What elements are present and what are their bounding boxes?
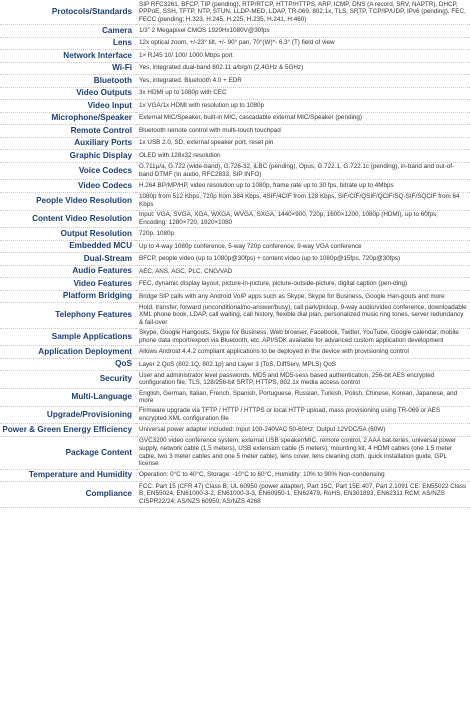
spec-value: External MIC/Speaker, built-in MIC, cascadable external MIC/Speaker (pending): [136, 112, 470, 125]
spec-value: Input: VGA, SVGA, XGA, WXGA, WVGA, SXGA, 1440×900, 720p, 1600×1200, 1080p (HDMI), up to 60fps; Encoding: 1280×720, 1920×1080: [136, 210, 470, 228]
spec-value: 3x HDMI up to 1080p with CEC: [136, 87, 470, 100]
spec-value: 1080p from 512 Kbps, 720p from 384 Kbps, 4SIF/4CIF from 128 Kbps, SIF/CIF/QSIF/QCIF/SQ-SIF/SQCIF from 64 Kbps: [136, 192, 470, 210]
spec-row: [0, 192, 470, 210]
spec-value: GVC3200 video conference system, external USB speaker/MIC, remote control, 2 AAA bat-teries, universal power supply, network cable (1.5 meters), USB extension cable (5 meters), mounting kit, 4 HDMI cables (one 1.5 meter cable, two 3 meter cables and one 5 meter cable), lens cover, lens cleaning cloth, quick installation guide, GPL license: [136, 436, 470, 469]
spec-row: [0, 424, 470, 437]
spec-row: [0, 290, 470, 303]
spec-row: [0, 278, 470, 291]
spec-row: [0, 50, 470, 63]
spec-label: Camera: [0, 25, 136, 38]
spec-label: Application Deployment: [0, 346, 136, 359]
spec-row: [0, 406, 470, 424]
spec-row: [0, 137, 470, 150]
spec-row: [0, 37, 470, 50]
spec-label: Video Features: [0, 278, 136, 291]
spec-value: H.264 BP/MP/HP, video resolution up to 1080p, frame rate up to 30 fps, bitrate up to 4Mbps: [136, 180, 470, 193]
spec-value: SIP RFC3261, BFCP, TIP (pending), RTP/RTCP, HTTP/HTTPS, ARP, ICMP, DNS (A record, SRV, NAPTR), DHCP, PPPoE, SSH, TFTP, NTP, STUN, LLDP-MED, LDAP, TR-069, 802.1x, TLS, SRTP, TCP/IP/UDP, IPv6 (pending), FEC, FECC (pending; H.323, H.245, H.225, H.235, H.241, H.460): [136, 0, 470, 25]
spec-label: Security: [0, 371, 136, 389]
spec-row: [0, 25, 470, 38]
spec-label: Telephony Features: [0, 303, 136, 328]
spec-row: [0, 389, 470, 407]
spec-label: People Video Resolution: [0, 192, 136, 210]
spec-value: 1× RJ45 10/ 100/ 1000 Mbps port: [136, 50, 470, 63]
spec-label: Content Video Resolution: [0, 210, 136, 228]
spec-label: Voice Codecs: [0, 162, 136, 180]
spec-row: [0, 210, 470, 228]
spec-value: Firmware upgrade via TFTP / HTTP / HTTPS or local HTTP upload, mass provisioning using TR-069 or AES encrypted XML configuration file: [136, 406, 470, 424]
spec-value: FEC, dynamic display layout, picture-in-picture, picture-outside-picture, digital caption (pen-ding): [136, 278, 470, 291]
spec-row: [0, 482, 470, 507]
spec-label: Lens: [0, 37, 136, 50]
spec-row: [0, 125, 470, 138]
spec-value: Bluetooth remote control with multi-touch touchpad: [136, 125, 470, 138]
spec-row: [0, 0, 470, 25]
spec-label: Protocols/Standards: [0, 0, 136, 25]
spec-value: Bridge SIP calls with any Android VoIP apps such as Skype, Skype for Business, Google Han-gouts and more: [136, 290, 470, 303]
spec-row: [0, 100, 470, 113]
spec-label: Video Codecs: [0, 180, 136, 193]
spec-label: Output Resolution: [0, 228, 136, 241]
spec-value: Yes, integrated dual-band 802.11 a/b/g/n (2.4GHz & 5GHz): [136, 62, 470, 75]
spec-value: English, German, Italian, French, Spanish, Portuguese, Russian, Turkish, Polish, Chinese, Korean, Japanese, and more: [136, 389, 470, 407]
spec-row: [0, 112, 470, 125]
spec-label: QoS: [0, 358, 136, 371]
spec-row: [0, 62, 470, 75]
spec-label: Auxiliary Ports: [0, 137, 136, 150]
spec-value: Layer 2 QoS (802.1Q, 802.1p) and Layer 3 (ToS, DiffServ, MPLS) QoS: [136, 358, 470, 371]
spec-label: Bluetooth: [0, 75, 136, 88]
spec-label: Video Input: [0, 100, 136, 113]
spec-label: Graphic Display: [0, 150, 136, 163]
spec-row: [0, 346, 470, 359]
spec-label: Compliance: [0, 482, 136, 507]
spec-value: 720p, 1080p: [136, 228, 470, 241]
spec-row: [0, 436, 470, 469]
spec-row: [0, 87, 470, 100]
spec-value: 1/3” 2 Megapixel CMOS 1920Hx1080V@30fps: [136, 25, 470, 38]
spec-value: 1x VGA/1x HDMI with resolution up to 1080p: [136, 100, 470, 113]
spec-row: [0, 228, 470, 241]
spec-value: 12x optical zoom, +/-23° tilt, +/- 90° pan, 70°(W)*- 6.3° (T) field of view: [136, 37, 470, 50]
spec-label: Remote Control: [0, 125, 136, 138]
spec-label: Wi-Fi: [0, 62, 136, 75]
spec-label: Upgrade/Provisioning: [0, 406, 136, 424]
spec-value: Yes, integrated. Bluetooth 4.0 + EDR: [136, 75, 470, 88]
spec-label: Power & Green Energy Efficiency: [0, 424, 136, 437]
spec-label: Multi-Language: [0, 389, 136, 407]
spec-value: OLED with 128x32 resolution: [136, 150, 470, 163]
spec-row: [0, 303, 470, 328]
spec-label: Sample Applications: [0, 328, 136, 346]
spec-value: FCC: Part 15 (CFR 47) Class B; UL 60950 (power adapter), Part 15C, Part 15E.407, Part 2.1091 CE: EN55022 Class B, EN55024, EN61000-3-2, EN61000-3-3, EN60950-1, EN62479, RoHS, EN301893, EN62311 RCM: AS/NZS CISPR22/24; AS/NZS 60950; AS/NZS 4268: [136, 482, 470, 507]
spec-value: Hold, transfer, forward (unconditional/no-answer/busy), call park/pickup, 9-way audio/video conference, downloadable XML phone book, LDAP, call waiting, call history, flexible dial plan, personalized music ring tones, server redundancy & fail-over: [136, 303, 470, 328]
spec-label: Dual-Stream: [0, 253, 136, 266]
spec-label: Embedded MCU: [0, 240, 136, 253]
spec-row: [0, 253, 470, 266]
spec-row: [0, 371, 470, 389]
spec-row: [0, 75, 470, 88]
spec-label: Network Interface: [0, 50, 136, 63]
spec-value: User and administrator level passwords, MD5 and MD5-sess based authentication, 256-bit AES encrypted configuration file, TLS, 128/256-bit SRTP, HTTPS, 802.1x media access control: [136, 371, 470, 389]
spec-value: 1x USB 2.0, SD, external speaker port, reset pin: [136, 137, 470, 150]
spec-row: [0, 469, 470, 482]
spec-value: AEC, ANS, AGC, PLC, CNG/VAD: [136, 265, 470, 278]
spec-label: Temperature and Humidity: [0, 469, 136, 482]
spec-row: [0, 328, 470, 346]
spec-label: Platform Bridging: [0, 290, 136, 303]
spec-row: [0, 180, 470, 193]
spec-row: [0, 265, 470, 278]
spec-value: Skype, Google Hangouts, Skype for Business, Web browser, Facebook, Twitter, YouTube, Google calendar, mobile phone data import/export via Bluetooth, etc. API/SDK available for advanced custom application development: [136, 328, 470, 346]
spec-value: Universal power adapter included: Input 100-240VAC 50-60Hz; Output 12VDC/5A (60W): [136, 424, 470, 437]
spec-label: Microphone/Speaker: [0, 112, 136, 125]
spec-row: [0, 150, 470, 163]
spec-row: [0, 358, 470, 371]
spec-value: Up to 4-way 1080p conference, 5-way 720p conference, 9-way VGA conference: [136, 240, 470, 253]
spec-label: Video Outputs: [0, 87, 136, 100]
spec-row: [0, 240, 470, 253]
spec-value: Operation: 0°C to 40°C, Storage: -10°C to 60°C, Humidity: 10% to 90% Non-condensing: [136, 469, 470, 482]
spec-value: BFCP, people video (up to 1080p@30fps) + content video (up to 1080p@15fps, 720p@30fps): [136, 253, 470, 266]
spec-value: Allows Android 4.4.2 compliant applications to be deployed in the device with provisioning control: [136, 346, 470, 359]
spec-label: Package Content: [0, 436, 136, 469]
spec-label: Audio Features: [0, 265, 136, 278]
spec-row: [0, 162, 470, 180]
spec-value: G.711μ/a, G.722 (wide-band), G.726-32, iLBC (pending), Opus, G.722.1, G.722.1c (pending), in-band and out-of-band DTMF (In audio, RFC2833, SIP INFO): [136, 162, 470, 180]
